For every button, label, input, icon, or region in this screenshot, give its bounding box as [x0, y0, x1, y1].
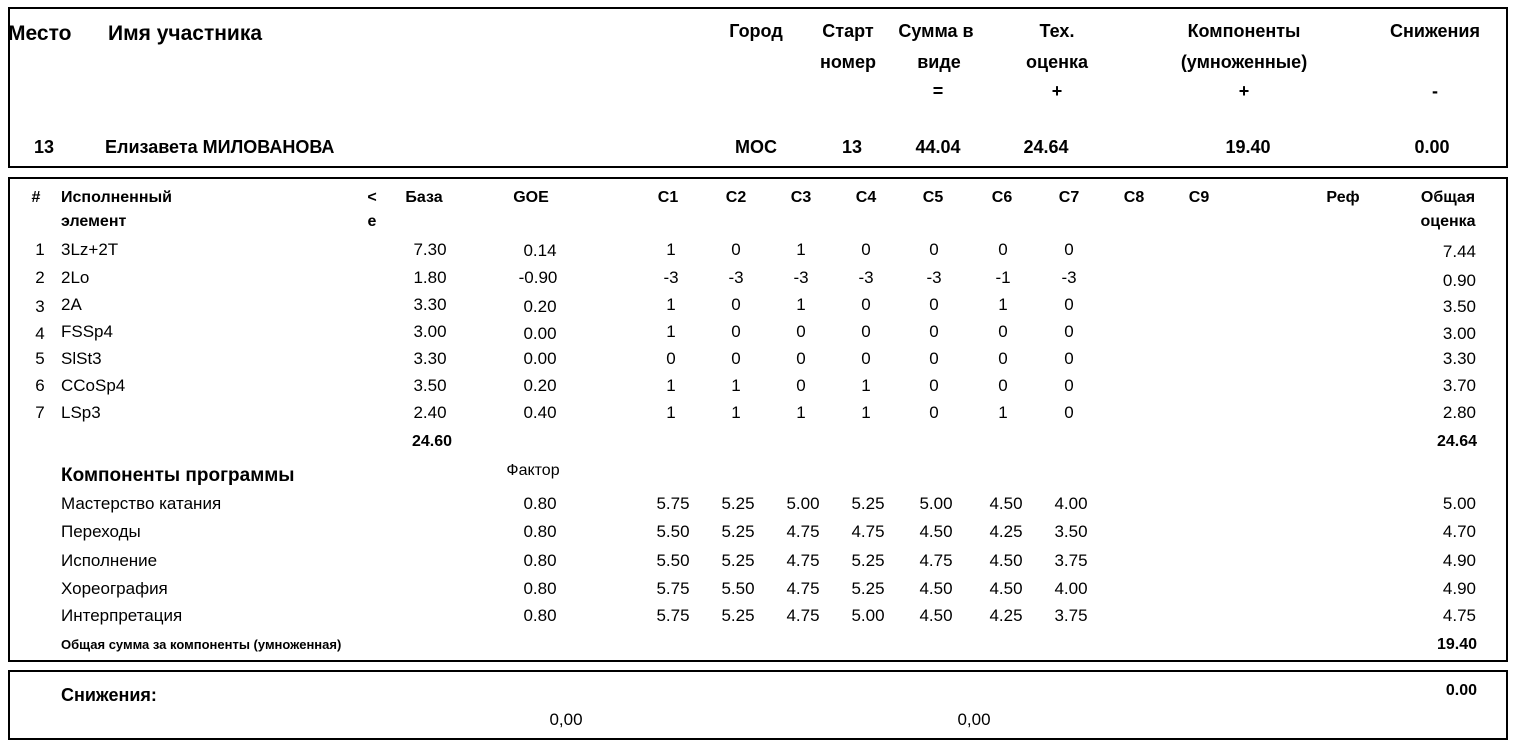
name-header: Имя участника	[108, 22, 263, 45]
info-header-line2: e	[367, 213, 377, 230]
element-score: 3.70	[1442, 376, 1476, 395]
score-header-line1: Общая	[1420, 189, 1476, 206]
deduction-value: 0,00	[549, 710, 583, 729]
judge-mark: 1	[998, 295, 1008, 314]
technical-score-total: 24.64	[1436, 433, 1477, 450]
skater-tech-score: 24.64	[1023, 137, 1069, 157]
element-goe: 0.00	[523, 349, 557, 368]
element-goe: 0.00	[523, 324, 557, 343]
start-header-line1: Старт	[822, 21, 874, 41]
judge-header-c4: C4	[855, 189, 877, 206]
judge-mark: 5.75	[656, 579, 690, 598]
score-header-line2: оценка	[1420, 213, 1476, 230]
element-score: 7.44	[1442, 242, 1476, 261]
judge-mark: 5.25	[851, 579, 885, 598]
judge-mark: 4.50	[919, 522, 953, 541]
element-name: SlSt3	[61, 349, 102, 368]
judge-mark: 1	[861, 376, 871, 395]
element-name: 2A	[61, 295, 82, 314]
skater-start-number: 13	[841, 137, 863, 157]
judge-mark: 5.50	[656, 522, 690, 541]
judge-mark: 5.25	[721, 606, 755, 625]
total-header-op: =	[932, 81, 944, 101]
element-goe: -0.90	[518, 268, 558, 287]
judge-mark: 0	[929, 295, 939, 314]
judge-header-c7: C7	[1058, 189, 1080, 206]
judge-mark: 0	[929, 376, 939, 395]
component-name: Мастерство катания	[61, 494, 222, 513]
deductions-header: Снижения	[1390, 21, 1480, 41]
component-factor: 0.80	[523, 522, 557, 541]
component-name: Переходы	[61, 522, 141, 541]
judge-mark: 0	[1064, 322, 1074, 341]
component-factor: 0.80	[523, 494, 557, 513]
judge-mark: 3.75	[1054, 606, 1088, 625]
judge-mark: 4.25	[989, 606, 1023, 625]
judge-mark: 0	[998, 322, 1008, 341]
judge-mark: 4.00	[1054, 579, 1088, 598]
judge-header-c5: C5	[922, 189, 944, 206]
judge-header-c9: C9	[1188, 189, 1210, 206]
element-score: 3.30	[1442, 349, 1476, 368]
element-number: 5	[35, 349, 45, 368]
skater-city: MOC	[735, 137, 777, 157]
component-score: 5.00	[1442, 494, 1476, 513]
component-score: 4.90	[1442, 551, 1476, 570]
start-header-line2: номер	[820, 52, 876, 72]
element-goe: 0.20	[523, 297, 557, 316]
judge-mark: 4.75	[786, 522, 820, 541]
judge-mark: 0	[929, 240, 939, 259]
judge-mark: 1	[861, 403, 871, 422]
judge-mark: 0	[1064, 240, 1074, 259]
judge-mark: 5.25	[721, 522, 755, 541]
judge-mark: -3	[728, 268, 744, 287]
judge-mark: 5.25	[851, 494, 885, 513]
judge-mark: 0	[861, 295, 871, 314]
judge-mark: 3.50	[1054, 522, 1088, 541]
component-name: Исполнение	[61, 551, 158, 570]
judge-mark: 0	[666, 349, 676, 368]
judge-mark: -3	[1061, 268, 1077, 287]
judge-mark: 0	[1064, 403, 1074, 422]
components-header-line2: (умноженные)	[1180, 52, 1308, 72]
element-goe: 0.14	[523, 241, 557, 260]
judge-mark: 0	[998, 240, 1008, 259]
components-total-score: 19.40	[1436, 636, 1477, 653]
judge-mark: 0	[731, 240, 741, 259]
component-name: Интерпретация	[61, 606, 183, 625]
judge-mark: 0	[796, 376, 806, 395]
judge-mark: 5.25	[721, 551, 755, 570]
judge-mark: 4.50	[989, 494, 1023, 513]
judge-mark: 0	[998, 376, 1008, 395]
judge-mark: 4.00	[1054, 494, 1088, 513]
goe-header: GOE	[513, 189, 549, 206]
judge-mark: 0	[998, 349, 1008, 368]
components-header-line1: Компоненты	[1187, 21, 1301, 41]
element-score: 3.50	[1442, 297, 1476, 316]
tech-header-op: +	[1051, 81, 1063, 101]
deductions-label: Снижения:	[61, 685, 157, 705]
total-header-line2: виде	[917, 52, 961, 72]
judge-mark: 0	[796, 349, 806, 368]
skater-name: Елизавета МИЛОВАНОВА	[105, 137, 335, 157]
skater-place: 13	[33, 137, 55, 157]
judge-mark: 5.25	[721, 494, 755, 513]
judge-mark: 1	[666, 295, 676, 314]
judge-mark: 1	[666, 240, 676, 259]
judge-mark: 0	[929, 349, 939, 368]
judge-mark: 0	[861, 322, 871, 341]
element-base: 3.00	[413, 322, 447, 341]
element-name: FSSp4	[61, 322, 113, 341]
element-base: 3.50	[413, 376, 447, 395]
judge-mark: 5.50	[656, 551, 690, 570]
judge-mark: 5.00	[786, 494, 820, 513]
component-score: 4.90	[1442, 579, 1476, 598]
element-name: 3Lz+2T	[61, 240, 119, 259]
element-number: 6	[35, 376, 45, 395]
scoring-details-box	[8, 177, 1508, 662]
judge-mark: 0	[1064, 376, 1074, 395]
judge-mark: -3	[793, 268, 809, 287]
factor-header: Фактор	[506, 462, 560, 479]
total-header-line1: Сумма в	[898, 21, 974, 41]
components-total-label: Общая сумма за компоненты (умноженная)	[61, 637, 342, 652]
element-base: 7.30	[413, 240, 447, 259]
judge-mark: 1	[796, 295, 806, 314]
judge-mark: 1	[666, 376, 676, 395]
element-name: 2Lo	[61, 268, 90, 287]
referee-header: Реф	[1326, 189, 1360, 206]
judge-header-c2: C2	[725, 189, 747, 206]
element-number: 3	[35, 297, 45, 316]
judge-mark: 5.75	[656, 606, 690, 625]
element-score: 2.80	[1442, 403, 1476, 422]
judge-mark: 0	[731, 295, 741, 314]
judge-header-c1: C1	[657, 189, 679, 206]
judge-mark: -3	[663, 268, 679, 287]
judge-mark: 0	[929, 322, 939, 341]
judge-header-c3: C3	[790, 189, 812, 206]
element-number: 4	[35, 324, 45, 343]
element-header-line1: Исполненный	[61, 189, 172, 206]
judge-mark: 5.50	[721, 579, 755, 598]
judge-mark: -3	[858, 268, 874, 287]
element-number: 7	[35, 403, 45, 422]
element-base: 2.40	[413, 403, 447, 422]
judge-mark: -1	[995, 268, 1011, 287]
judge-mark: 5.25	[851, 551, 885, 570]
component-score: 4.75	[1442, 606, 1476, 625]
judge-mark: 4.50	[989, 579, 1023, 598]
judge-mark: 0	[929, 403, 939, 422]
base-header: База	[405, 189, 443, 206]
element-goe: 0.20	[523, 376, 557, 395]
judge-mark: 5.75	[656, 494, 690, 513]
judge-mark: 4.50	[919, 579, 953, 598]
judge-mark: 4.75	[786, 606, 820, 625]
judge-mark: 1	[796, 403, 806, 422]
judge-header-c6: C6	[991, 189, 1013, 206]
components-header-op: +	[1238, 81, 1250, 101]
deduction-value: 0,00	[957, 710, 991, 729]
element-base: 3.30	[413, 295, 447, 314]
judge-header-c8: C8	[1123, 189, 1145, 206]
component-factor: 0.80	[523, 579, 557, 598]
judge-mark: 0	[731, 322, 741, 341]
deductions-total: 0.00	[1445, 682, 1477, 699]
judge-mark: 1	[731, 403, 741, 422]
city-header: Город	[729, 21, 783, 41]
component-score: 4.70	[1442, 522, 1476, 541]
element-score: 0.90	[1442, 271, 1476, 290]
element-number-header: #	[31, 189, 41, 206]
skater-components-score: 19.40	[1225, 137, 1271, 157]
element-name: LSp3	[61, 403, 101, 422]
judge-mark: 4.75	[851, 522, 885, 541]
judge-mark: 1	[731, 376, 741, 395]
element-base: 1.80	[413, 268, 447, 287]
tech-header-line1: Тех.	[1039, 21, 1075, 41]
skater-total-score: 44.04	[915, 137, 961, 157]
place-header: Место	[8, 22, 72, 45]
judge-mark: 1	[666, 322, 676, 341]
judge-mark: 0	[861, 349, 871, 368]
judge-mark: 4.75	[919, 551, 953, 570]
judge-mark: 0	[861, 240, 871, 259]
element-goe: 0.40	[523, 403, 557, 422]
judge-mark: 1	[796, 240, 806, 259]
judge-mark: 1	[998, 403, 1008, 422]
judge-mark: -3	[926, 268, 942, 287]
judge-mark: 4.75	[786, 551, 820, 570]
element-name: CCoSp4	[61, 376, 126, 395]
element-number: 1	[35, 240, 45, 259]
base-value-total: 24.60	[411, 433, 453, 450]
judge-mark: 1	[666, 403, 676, 422]
info-header-line1: <	[367, 189, 377, 206]
judge-mark: 0	[1064, 295, 1074, 314]
deductions-box	[8, 670, 1508, 740]
element-number: 2	[35, 268, 45, 287]
judge-mark: 5.00	[851, 606, 885, 625]
judge-mark: 0	[731, 349, 741, 368]
judge-mark: 4.50	[919, 606, 953, 625]
judge-mark: 5.00	[919, 494, 953, 513]
element-header-line2: элемент	[61, 213, 127, 230]
program-components-title: Компоненты программы	[61, 465, 295, 486]
judge-mark: 0	[796, 322, 806, 341]
element-score: 3.00	[1442, 324, 1476, 343]
judge-mark: 3.75	[1054, 551, 1088, 570]
element-base: 3.30	[413, 349, 447, 368]
judge-mark: 0	[1064, 349, 1074, 368]
skater-deductions: 0.00	[1414, 137, 1450, 157]
component-factor: 0.80	[523, 606, 557, 625]
component-factor: 0.80	[523, 551, 557, 570]
component-name: Хореография	[61, 579, 168, 598]
deductions-header-op: -	[1432, 81, 1438, 101]
judge-mark: 4.25	[989, 522, 1023, 541]
judge-mark: 4.75	[786, 579, 820, 598]
tech-header-line2: оценка	[1026, 52, 1088, 72]
judge-mark: 4.50	[989, 551, 1023, 570]
